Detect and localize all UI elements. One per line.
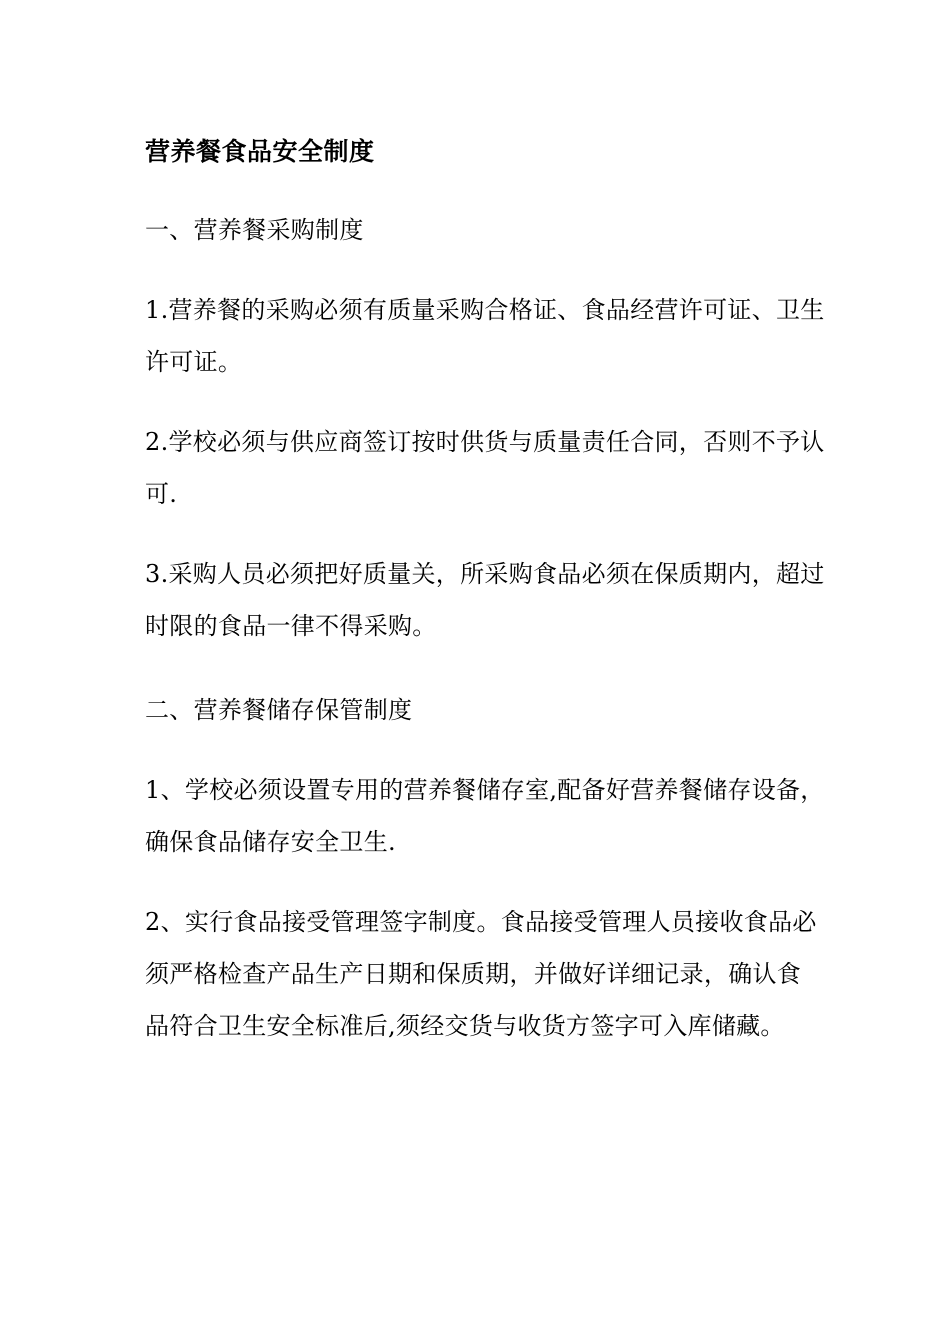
procurement-rule-3: 3.采购人员必须把好质量关，所采购食品必须在保质期内，超过时限的食品一律不得采购。 [145, 560, 825, 640]
section-heading-procurement: 一、营养餐采购制度 [145, 216, 364, 244]
document-body [145, 132, 825, 1052]
storage-rule-1: 1、学校必须设置专用的营养餐储存室,配备好营养餐储存设备，确保食品储存安全卫生. [145, 776, 825, 856]
section-heading-storage: 二、营养餐储存保管制度 [145, 696, 413, 724]
procurement-rule-1: 1.营养餐的采购必须有质量采购合格证、食品经营许可证、卫生许可证。 [145, 296, 825, 376]
document-title: 营养餐食品安全制度 [145, 137, 375, 166]
procurement-rule-2: 2.学校必须与供应商签订按时供货与质量责任合同，否则不予认可. [145, 428, 825, 508]
storage-rule-2: 2、实行食品接受管理签字制度。食品接受管理人员接收食品必须严格检查产品生产日期和保质期，并做好详细记录，确认食品符合卫生安全标准后,须经交货与收货方签字可入库储藏。 [145, 908, 817, 1040]
